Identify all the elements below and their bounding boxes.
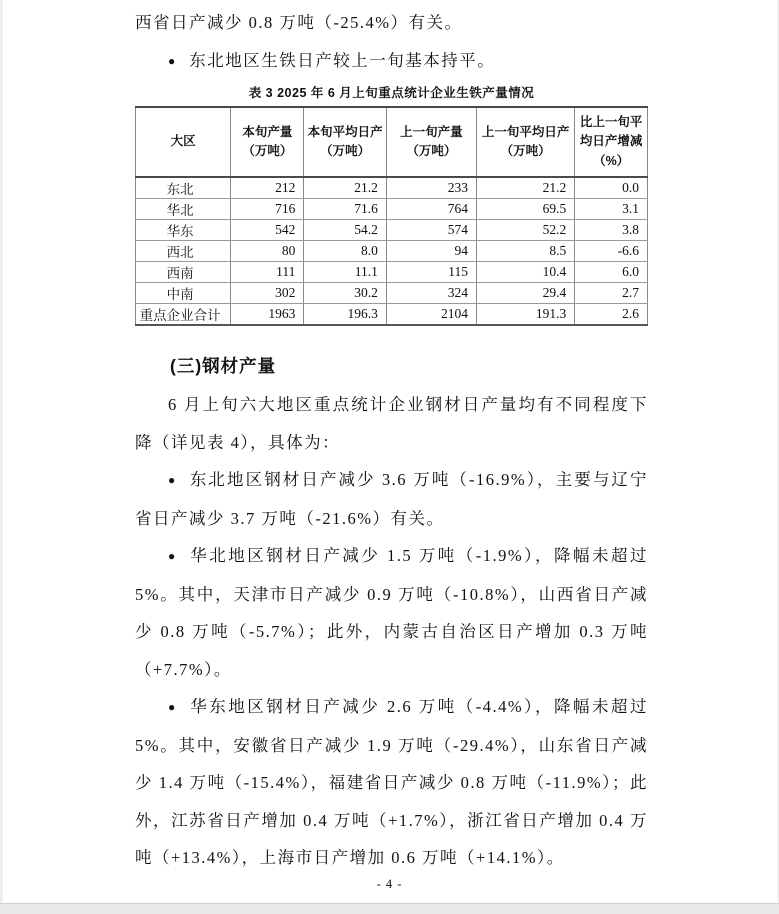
table-cell: 764 [386, 199, 476, 220]
pig-iron-bullet-paragraph [135, 42, 648, 81]
table-cell: 8.0 [304, 241, 386, 262]
section-intro-paragraph: 6 月上旬六大地区重点统计企业钢材日产量均有不同程度下降（详见表 4），具体为： [135, 395, 648, 452]
table-cell-region: 中南 [136, 283, 231, 304]
page-number: - 4 - [376, 877, 403, 891]
table-cell: 69.5 [476, 199, 574, 220]
table-cell: 324 [386, 283, 476, 304]
table3-header-region: 大区 [136, 107, 231, 177]
table3-header-row [136, 107, 648, 177]
table-cell: 1963 [231, 304, 304, 326]
table-cell: 542 [231, 220, 304, 241]
table-cell-region: 西北 [136, 241, 231, 262]
table-cell-region: 重点企业合计 [136, 304, 231, 326]
table-cell: -6.6 [575, 241, 648, 262]
table-cell: 3.1 [575, 199, 648, 220]
steel-bullet-text: 东北地区钢材日产减少 3.6 万吨（-16.9%），主要与辽宁省日产减少 3.7 万吨（-21.6%）有关。 [135, 470, 648, 528]
table-cell-region: 东北 [136, 177, 231, 199]
table-cell: 10.4 [476, 262, 574, 283]
steel-bullet-paragraph [135, 461, 648, 537]
table-cell: 191.3 [476, 304, 574, 326]
table3-header-prev-daily-avg: 上一旬平均日产（万吨） [476, 107, 574, 177]
leading-paragraph: 西省日产减少 0.8 万吨（-25.4%）有关。 [135, 13, 463, 32]
table-cell: 115 [386, 262, 476, 283]
table-cell: 52.2 [476, 220, 574, 241]
table-cell: 71.6 [304, 199, 386, 220]
table-cell: 2.6 [575, 304, 648, 326]
table-cell: 6.0 [575, 262, 648, 283]
table-row-total [136, 304, 648, 326]
table-row [136, 220, 648, 241]
bullet-icon: ● [168, 473, 176, 488]
steel-bullet-paragraph [135, 688, 648, 877]
page-bottom-bar [0, 903, 779, 914]
page-content [135, 4, 648, 877]
table-cell: 233 [386, 177, 476, 199]
table3-header-current-daily-avg: 本旬平均日产（万吨） [304, 107, 386, 177]
table-row [136, 283, 648, 304]
table-cell: 11.1 [304, 262, 386, 283]
table-cell: 212 [231, 177, 304, 199]
steel-bullet-paragraph [135, 537, 648, 688]
table-cell: 574 [386, 220, 476, 241]
bullet-icon: ● [168, 53, 176, 68]
table-cell: 54.2 [304, 220, 386, 241]
bullet-icon: ● [168, 700, 177, 715]
table3-header-change-pct: 比上一旬平均日产增减（%） [575, 107, 648, 177]
table-cell: 80 [231, 241, 304, 262]
steel-bullet-text: 华北地区钢材日产减少 1.5 万吨（-1.9%），降幅未超过 5%。其中，天津市日产减少 0.9 万吨（-10.8%），山西省日产减少 0.8 万吨（-5.7%）；此外，内蒙古自治区日产增加 0.3 万吨（+7.7%）。 [135, 546, 648, 679]
table3-header-prev-output: 上一旬产量（万吨） [386, 107, 476, 177]
table-cell: 3.8 [575, 220, 648, 241]
table-cell: 716 [231, 199, 304, 220]
table-cell: 196.3 [304, 304, 386, 326]
table-row [136, 241, 648, 262]
table-cell: 30.2 [304, 283, 386, 304]
table-cell: 21.2 [304, 177, 386, 199]
table-row [136, 177, 648, 199]
table-cell: 8.5 [476, 241, 574, 262]
section-heading: (三)钢材产量 [170, 356, 277, 377]
table-cell: 302 [231, 283, 304, 304]
table3-header-current-output: 本旬产量（万吨） [231, 107, 304, 177]
table-cell: 0.0 [575, 177, 648, 199]
table-cell: 21.2 [476, 177, 574, 199]
table-cell: 29.4 [476, 283, 574, 304]
table-cell-region: 华北 [136, 199, 231, 220]
table-cell: 2.7 [575, 283, 648, 304]
table-row [136, 262, 648, 283]
table-cell-region: 西南 [136, 262, 231, 283]
page-left-edge [0, 0, 3, 914]
table-cell: 2104 [386, 304, 476, 326]
table-row [136, 199, 648, 220]
steel-bullet-text: 华东地区钢材日产减少 2.6 万吨（-4.4%），降幅未超过 5%。其中，安徽省日产减少 1.9 万吨（-29.4%），山东省日产减少 1.4 万吨（-15.4%），福建省日产减少 0.8 万吨（-11.9%）；此外，江苏省日产增加 0.4 万吨（+1.7%），浙江省日产增加 0.4 万吨（+13.4%），上海市日产增加 0.6 万吨（+14.1%）。 [135, 697, 648, 868]
table-cell: 111 [231, 262, 304, 283]
table3-title: 表 3 2025 年 6 月上旬重点统计企业生铁产量情况 [248, 86, 535, 100]
table-cell-region: 华东 [136, 220, 231, 241]
table3-pig-iron-output [135, 106, 648, 326]
table-cell: 94 [386, 241, 476, 262]
pig-iron-bullet-text: 东北地区生铁日产较上一旬基本持平。 [189, 50, 496, 70]
bullet-icon: ● [168, 549, 177, 564]
